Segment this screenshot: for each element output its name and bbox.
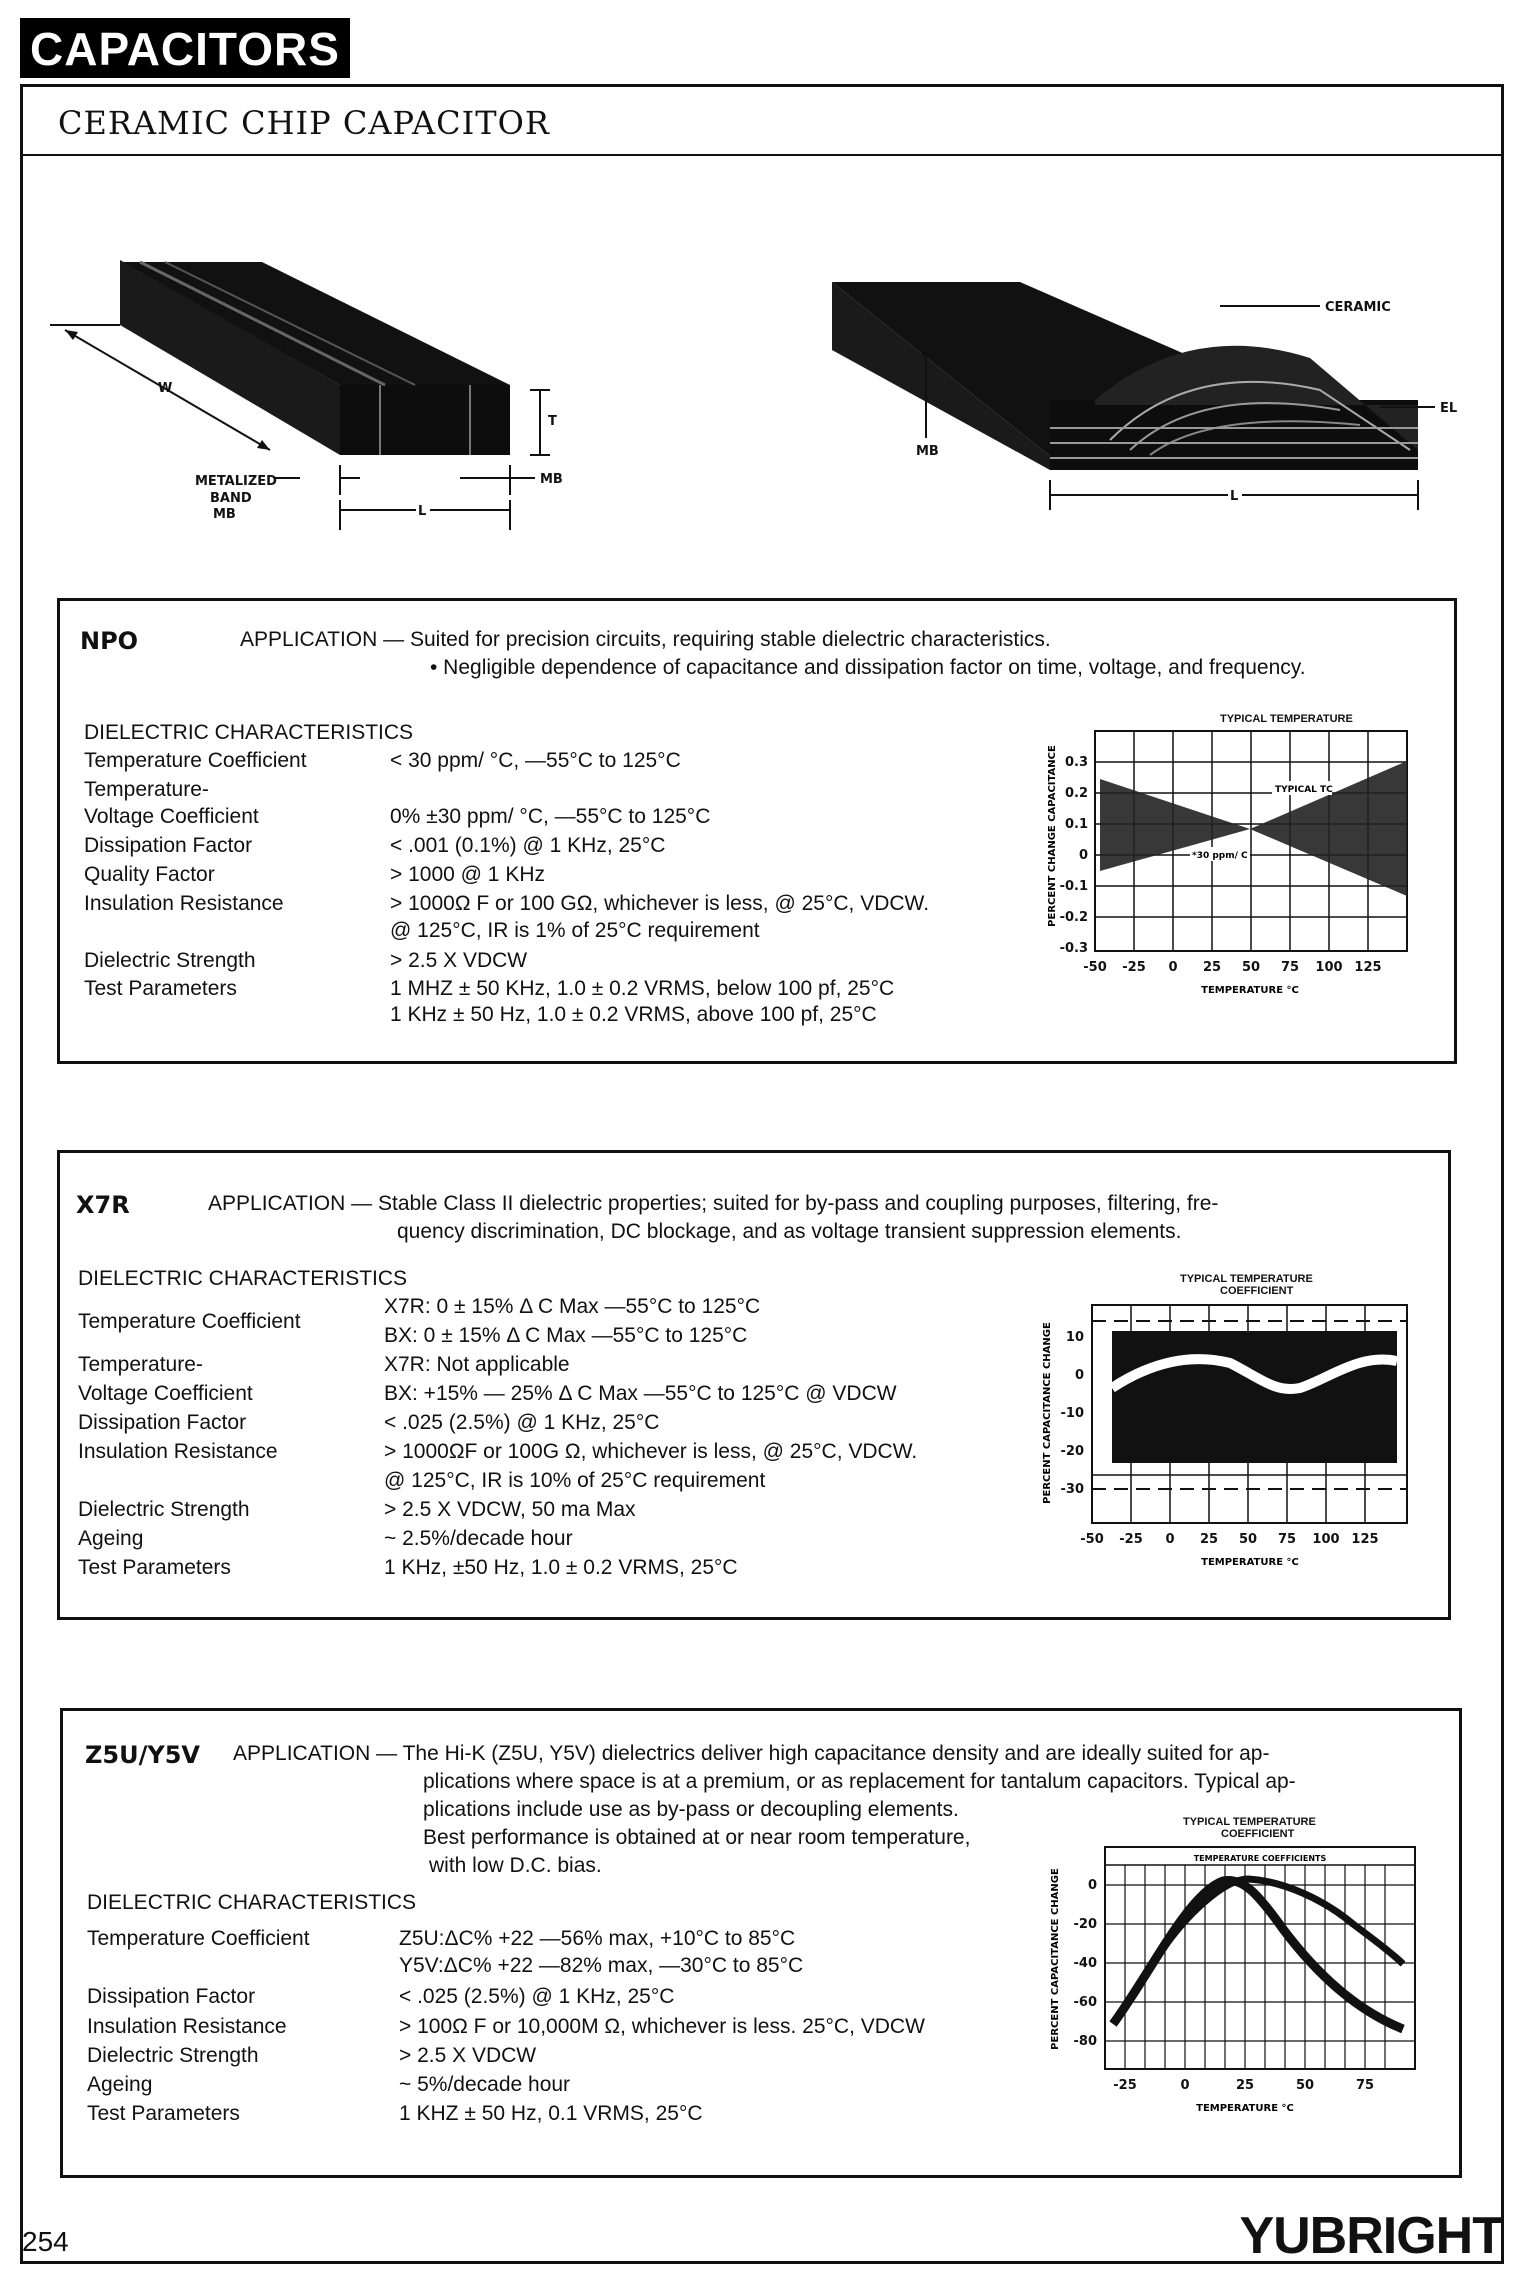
page-title: CERAMIC CHIP CAPACITOR xyxy=(58,104,550,142)
y-tick: 10 xyxy=(1065,1330,1084,1345)
npo-row-value: 1 MHZ ± 50 KHz, 1.0 ± 0.2 VRMS, below 100 pf, 25°C xyxy=(390,977,895,1000)
npo-row-value: < .001 (0.1%) @ 1 KHz, 25°C xyxy=(390,834,666,857)
x7r-row-value: BX: +15% — 25% Δ C Max —55°C to 125°C @ VDCW xyxy=(384,1382,897,1405)
npo-code: NPO xyxy=(80,627,139,655)
y-tick: -0.2 xyxy=(1059,910,1088,925)
band-label: BAND xyxy=(210,491,252,506)
brand-logo: YUBRIGHT xyxy=(1239,2207,1503,2265)
x7r-row-value: @ 125°C, IR is 10% of 25°C requirement xyxy=(384,1469,766,1492)
npo-application: APPLICATION — Suited for precision circuits, requiring stable dielectric characteristics. xyxy=(240,628,1051,651)
y-tick: -80 xyxy=(1073,2034,1097,2049)
t-label: T xyxy=(548,414,557,429)
z5u-chart-title2: COEFFICIENT xyxy=(1221,1828,1295,1840)
mb-label-right: MB xyxy=(916,444,939,459)
z5u-heading: DIELECTRIC CHARACTERISTICS xyxy=(87,1891,417,1914)
category-tab: CAPACITORS xyxy=(20,18,350,78)
x7r-row-value: ~ 2.5%/decade hour xyxy=(384,1527,573,1550)
x-tick: -25 xyxy=(1113,2078,1137,2093)
npo-bullet: • Negligible dependence of capacitance and dissipation factor on time, voltage, and frequency. xyxy=(430,656,1306,679)
y-tick: 0 xyxy=(1078,848,1088,863)
x-tick: 25 xyxy=(1202,960,1222,975)
npo-row-value: > 1000Ω F or 100 GΩ, whichever is less, @ 25°C, VDCW. xyxy=(390,892,930,915)
x7r-row-label: Temperature- xyxy=(78,1353,203,1376)
chip-exterior-diagram xyxy=(50,260,563,530)
npo-section xyxy=(57,598,1457,1064)
x7r-application: APPLICATION — Stable Class II dielectric properties; suited for by-pass and coupling purposes, filtering, fre- xyxy=(208,1192,1219,1215)
w-label: W xyxy=(158,381,173,396)
chip-cutaway-diagram xyxy=(832,282,1457,510)
z5u-chart-xlabel: TEMPERATURE °C xyxy=(1196,2103,1294,2114)
npo-row-value: 0% ±30 ppm/ °C, —55°C to 125°C xyxy=(390,805,711,828)
npo-row-label: Dissipation Factor xyxy=(84,834,253,857)
y-tick: -40 xyxy=(1073,1956,1097,1971)
z5u-application-line: Best performance is obtained at or near room temperature, xyxy=(423,1826,971,1849)
npo-row-value: > 2.5 X VDCW xyxy=(390,949,528,972)
z5u-code: Z5U/Y5V xyxy=(85,1741,201,1769)
z5u-row-value: > 100Ω F or 10,000M Ω, whichever is less. 25°C, VDCW xyxy=(399,2015,925,2038)
mb-label-left: MB xyxy=(213,507,236,522)
x-tick: 100 xyxy=(1312,1532,1340,1547)
page-number: 254 xyxy=(22,2226,69,2257)
y-tick: 0 xyxy=(1087,1878,1097,1893)
x7r-application-cont: quency discrimination, DC blockage, and as voltage transient suppression elements. xyxy=(397,1220,1182,1243)
mb-label-mid: MB xyxy=(540,472,563,487)
npo-annotation-30ppm: *30 ppm/ C xyxy=(1192,851,1248,861)
z5u-row-value: > 2.5 X VDCW xyxy=(399,2044,537,2067)
npo-row-label: Test Parameters xyxy=(84,977,237,1000)
x7r-section xyxy=(57,1150,1451,1620)
x-tick: 0 xyxy=(1165,1532,1175,1547)
z5u-application-line: with low D.C. bias. xyxy=(429,1854,602,1877)
x-tick: -50 xyxy=(1083,960,1107,975)
x-tick: 0 xyxy=(1168,960,1178,975)
npo-row-value: 1 KHz ± 50 Hz, 1.0 ± 0.2 VRMS, above 100 pf, 25°C xyxy=(390,1003,877,1026)
npo-row-label: Dielectric Strength xyxy=(84,949,256,972)
z5u-row-value: 1 KHZ ± 50 Hz, 0.1 VRMS, 25°C xyxy=(399,2102,703,2125)
x7r-row-label: Test Parameters xyxy=(78,1556,231,1579)
x-tick: 0 xyxy=(1180,2078,1190,2093)
z5u-row-label: Insulation Resistance xyxy=(87,2015,287,2038)
l-label-left: L xyxy=(418,504,427,519)
x7r-band xyxy=(1112,1331,1397,1463)
x7r-row-value: X7R: 0 ± 15% Δ C Max —55°C to 125°C xyxy=(384,1295,761,1318)
npo-row-label: Temperature- xyxy=(84,778,209,801)
x-tick: 75 xyxy=(1277,1532,1297,1547)
npo-annotation-typical-tc: TYPICAL TC xyxy=(1275,785,1333,795)
npo-row-value: @ 125°C, IR is 1% of 25°C requirement xyxy=(390,919,760,942)
y-tick: -60 xyxy=(1073,1995,1097,2010)
z5u-row-value: Z5U:ΔC% +22 —56% max, +10°C to 85°C xyxy=(399,1927,796,1950)
l-label-right: L xyxy=(1230,489,1239,504)
x7r-row-label: Ageing xyxy=(78,1527,144,1550)
z5u-row-label: Temperature Coefficient xyxy=(87,1927,310,1950)
y-tick: -0.3 xyxy=(1059,941,1088,956)
npo-chart xyxy=(1020,721,1440,1021)
x-tick: 75 xyxy=(1355,2078,1375,2093)
x7r-chart-title: TYPICAL TEMPERATURE xyxy=(1180,1273,1313,1285)
y-tick: 0.1 xyxy=(1064,817,1088,832)
x7r-row-label: Dissipation Factor xyxy=(78,1411,247,1434)
z5u-row-label: Dissipation Factor xyxy=(87,1985,256,2008)
z5u-row-value: < .025 (2.5%) @ 1 KHz, 25°C xyxy=(399,1985,675,2008)
x7r-chart-xlabel: TEMPERATURE °C xyxy=(1201,1557,1299,1568)
x-tick: 75 xyxy=(1280,960,1300,975)
y-tick: -20 xyxy=(1073,1917,1097,1932)
x7r-row-label: Dielectric Strength xyxy=(78,1498,250,1521)
x7r-heading: DIELECTRIC CHARACTERISTICS xyxy=(78,1267,408,1290)
npo-row-label: Insulation Resistance xyxy=(84,892,284,915)
x-tick: 50 xyxy=(1238,1532,1258,1547)
y-tick: 0.3 xyxy=(1064,755,1088,770)
metalized-label: METALIZED xyxy=(195,474,277,489)
x-tick: 125 xyxy=(1354,960,1382,975)
x7r-row-label: Insulation Resistance xyxy=(78,1440,278,1463)
el-label: EL xyxy=(1440,401,1458,416)
z5u-application-line: plications where space is at a premium, or as replacement for tantalum capacitors. Typical ap- xyxy=(423,1770,1296,1793)
x7r-row-value: X7R: Not applicable xyxy=(384,1353,570,1376)
npo-row-label: Temperature Coefficient xyxy=(84,749,307,772)
npo-row-value: < 30 ppm/ °C, —55°C to 125°C xyxy=(390,749,681,772)
x-tick: 25 xyxy=(1235,2078,1255,2093)
npo-chart-title: TYPICAL TEMPERATURE xyxy=(1220,713,1353,725)
y-tick: -20 xyxy=(1060,1444,1084,1459)
x7r-row-value: > 1000ΩF or 100G Ω, whichever is less, @ 25°C, VDCW. xyxy=(384,1440,918,1463)
x-tick: -50 xyxy=(1080,1532,1104,1547)
x7r-chart-title2: COEFFICIENT xyxy=(1220,1285,1294,1297)
y-tick: 0 xyxy=(1074,1368,1084,1383)
x7r-row-label: Voltage Coefficient xyxy=(78,1382,253,1405)
x-tick: -25 xyxy=(1122,960,1146,975)
x7r-row-value: 1 KHz, ±50 Hz, 1.0 ± 0.2 VRMS, 25°C xyxy=(384,1556,738,1579)
z5u-chart xyxy=(1023,1839,1443,2139)
npo-row-label: Voltage Coefficient xyxy=(84,805,259,828)
y-tick: 0.2 xyxy=(1064,786,1088,801)
x-tick: 50 xyxy=(1295,2078,1315,2093)
x-tick: -25 xyxy=(1119,1532,1143,1547)
npo-heading: DIELECTRIC CHARACTERISTICS xyxy=(84,721,414,744)
y-tick: -0.1 xyxy=(1059,879,1088,894)
x7r-row-label: Temperature Coefficient xyxy=(78,1310,301,1333)
z5u-chart-title: TYPICAL TEMPERATURE xyxy=(1183,1816,1316,1828)
y-tick: -30 xyxy=(1060,1482,1084,1497)
npo-row-value: > 1000 @ 1 KHz xyxy=(390,863,545,886)
npo-chart-ylabel: PERCENT CHANGE CAPACITANCE xyxy=(1047,745,1058,927)
x-tick: 100 xyxy=(1315,960,1343,975)
capacitor-diagrams xyxy=(40,240,1480,540)
title-divider xyxy=(20,154,1504,156)
z5u-row-label: Dielectric Strength xyxy=(87,2044,259,2067)
z5u-section xyxy=(60,1708,1462,2178)
x7r-row-value: > 2.5 X VDCW, 50 ma Max xyxy=(384,1498,636,1521)
npo-chart-xlabel: TEMPERATURE °C xyxy=(1201,985,1299,996)
z5u-row-label: Test Parameters xyxy=(87,2102,240,2125)
x-tick: 25 xyxy=(1199,1532,1219,1547)
z5u-application-line: plications include use as by-pass or decoupling elements. xyxy=(423,1798,959,1821)
x7r-chart-ylabel: PERCENT CAPACITANCE CHANGE xyxy=(1042,1322,1053,1504)
z5u-chart-ylabel: PERCENT CAPACITANCE CHANGE xyxy=(1050,1868,1061,2050)
x-tick: 50 xyxy=(1241,960,1261,975)
x7r-chart xyxy=(1020,1293,1440,1593)
npo-row-label: Quality Factor xyxy=(84,863,215,886)
z5u-application: APPLICATION — The Hi-K (Z5U, Y5V) dielectrics deliver high capacitance density and are ideally suited for ap- xyxy=(233,1742,1270,1765)
x7r-code: X7R xyxy=(76,1191,130,1219)
z5u-row-label: Ageing xyxy=(87,2073,153,2096)
z5u-row-value: ~ 5%/decade hour xyxy=(399,2073,571,2096)
ceramic-label: CERAMIC xyxy=(1325,300,1391,315)
x-tick: 125 xyxy=(1351,1532,1379,1547)
x7r-row-value: BX: 0 ± 15% Δ C Max —55°C to 125°C xyxy=(384,1324,748,1347)
z5u-row-value: Y5V:ΔC% +22 —82% max, —30°C to 85°C xyxy=(399,1954,804,1977)
x7r-row-value: < .025 (2.5%) @ 1 KHz, 25°C xyxy=(384,1411,660,1434)
y-tick: -10 xyxy=(1060,1406,1084,1421)
z5u-chart-subtitle: TEMPERATURE COEFFICIENTS xyxy=(1193,1854,1327,1863)
